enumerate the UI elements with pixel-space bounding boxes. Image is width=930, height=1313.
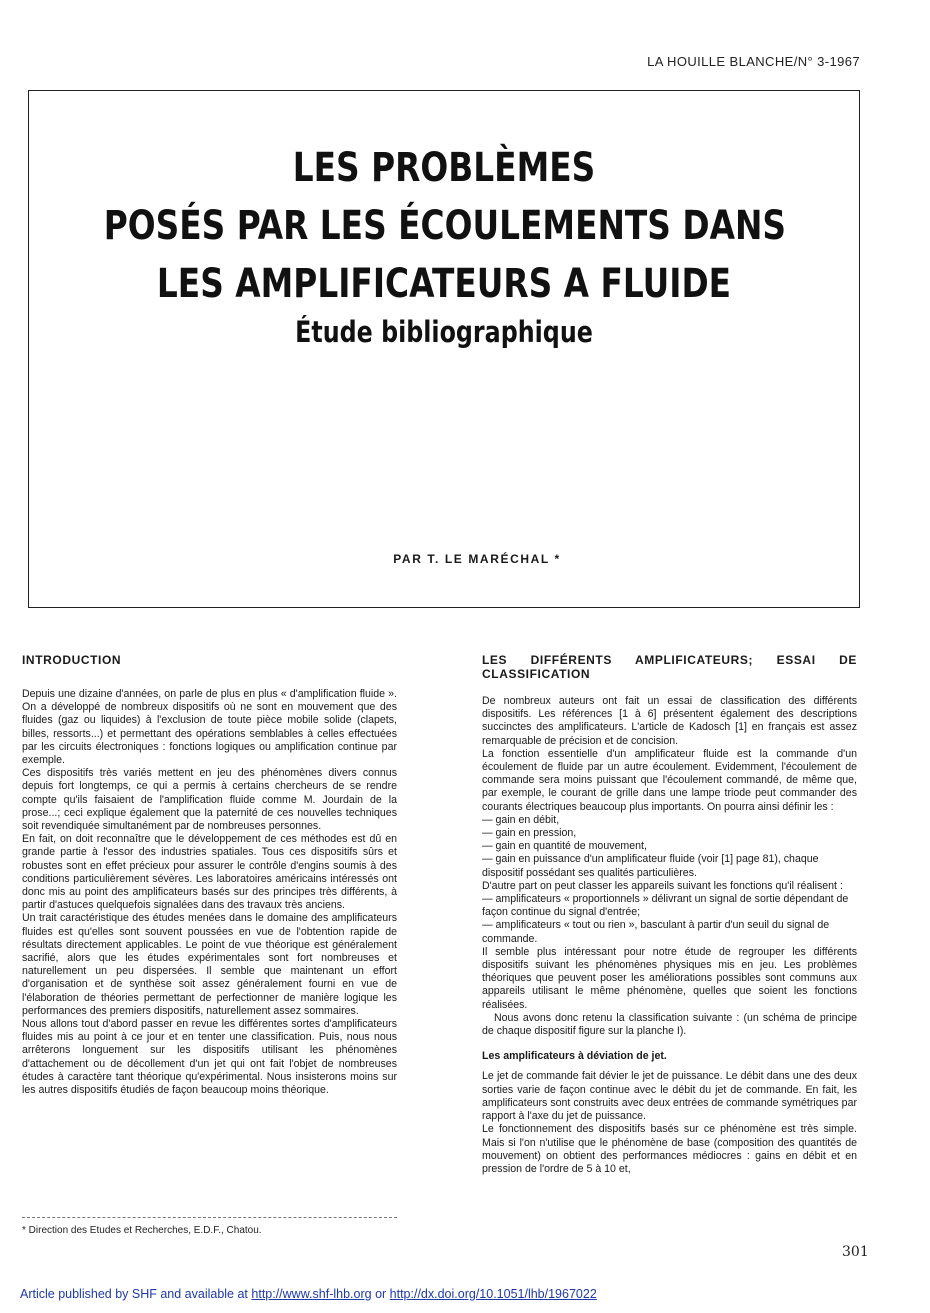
title-box — [28, 90, 860, 608]
shf-link[interactable]: http://www.shf-lhb.org — [251, 1287, 372, 1301]
paragraph: Un trait caractéristique des études menées dans le domaine des amplificateurs fluides est qu'elles sont souvent poussées en vue de l'obtention rapide de résultats directement applicables. Le point de vue théorique est généralement sacrifié, alors que les études expérimentales sont fort nombreuses et naturellement un peu dispersées. Il semble que maintenant un effort d'organisation et de synthèse soit assez généralement fourni en vue de l'élaboration de théories permettant de perfectionner de manière logique les performances des premiers dispositifs, naturellement assez sommaires. — [22, 912, 397, 1017]
left-column — [22, 653, 397, 1097]
paragraph: Il semble plus intéressant pour notre étude de regrouper les différents dispositifs suivant les phénomènes physiques mis en jeu. Les problèmes théoriques que peuvent poser les améliorations possibles sont communs aux appareils utilisant le même phénomène, quelles que soient les fonctions réalisées. — [482, 945, 857, 1011]
paragraph: En fait, on doit reconnaître que le développement de ces méthodes est dû en grande partie à l'essor des industries spatiales. Tous ces dispositifs sûrs et robustes sont en effet précieux pour assurer le contrôle d'engins soumis à des conditions particulièrement sévères. Les laboratoires américains intéressés ont donc mis au point des amplificateurs basés sur des principes très différents, à partir d'astuces quelquefois signalées dans des travaux très anciens. — [22, 833, 397, 912]
section-heading-classification: LES DIFFÉRENTS AMPLIFICATEURS; ESSAI DE CLASSIFICATION — [482, 653, 857, 681]
list-item: — gain en quantité de mouvement, — [482, 840, 647, 853]
journal-header: LA HOUILLE BLANCHE/N° 3-1967 — [647, 54, 860, 69]
article-title — [104, 139, 785, 313]
publication-notice — [20, 1287, 597, 1301]
section-heading-introduction: INTRODUCTION — [22, 653, 122, 667]
paragraph: Le fonctionnement des dispositifs basés sur ce phénomène est très simple. Mais si l'on n'utilise que le phénomène de base (composition des quantités de mouvement) on obtient des performances médiocres : gains en débit et en pression de l'ordre de 5 à 10 et, — [482, 1123, 857, 1175]
list-item: — gain en puissance d'un amplificateur fluide (voir [1] page 81), chaque dispositif possédant ses qualités particulières. — [482, 853, 819, 879]
page-number: 301 — [842, 1244, 869, 1260]
list-item: — amplificateurs « proportionnels » délivrant un signal de sortie dépendant de façon continue du signal d'entrée; — [482, 893, 849, 919]
paragraph: Depuis une dizaine d'années, on parle de plus en plus « d'amplification fluide ». On a développé de nombreux dispositifs où ne sont en mouvement que des fluides (gaz ou liquides) à l'exclusion de toute pièce mobile solide (clapets, billes, ressorts...) et permettant des opérations semblables à celles effectuées par les circuits électroniques : fonctions logiques ou amplification continue par exemple. — [22, 688, 397, 767]
right-column — [482, 653, 857, 1176]
title-line-3: LES AMPLIFICATEURS A FLUIDE — [156, 261, 732, 307]
notice-middle: or — [371, 1287, 390, 1301]
list-item: — amplificateurs « tout ou rien », basculant à partir d'un seuil du signal de commande. — [482, 919, 830, 945]
article-subtitle: Étude bibliographique — [295, 315, 593, 349]
footnote-divider — [22, 1217, 397, 1218]
paragraph: D'autre part on peut classer les appareils suivant les fonctions qu'il réalisent : — [482, 879, 843, 892]
gain-list — [482, 814, 857, 880]
subsection-heading: Les amplificateurs à déviation de jet. — [482, 1050, 667, 1063]
doi-link[interactable]: http://dx.doi.org/10.1051/lhb/1967022 — [389, 1287, 597, 1301]
list-item: — gain en débit, — [482, 813, 560, 826]
paragraph: Nous allons tout d'abord passer en revue les différentes sortes d'amplificateurs fluides mis au point à ce jour et en tenter une classification. Puis, nous nous arrêterons longuement sur les dispositifs utilisant les phénomènes d'attachement ou de décollement d'un jet qui ont fait l'objet de nombreuses études à caractère tant théorique qu'expérimental. Nous insisterons moins sur les autres dispositifs étudiés de façon beaucoup moins théorique. — [22, 1018, 397, 1097]
paragraph: Ces dispositifs très variés mettent en jeu des phénomènes divers connus depuis fort longtemps, ce qui a permis à certains chercheurs de se rendre compte qu'ils faisaient de l'amplification fluide comme M. Jourdain de la prose...; ceci explique également que la paternité de ces nouvelles techniques soit revendiquée simultanément par de nombreuses personnes. — [22, 767, 397, 833]
notice-prefix: Article published by SHF and available at — [20, 1287, 252, 1301]
title-line-1: LES PROBLÈMES — [292, 145, 596, 191]
article-author: PAR T. LE MARÉCHAL * — [393, 552, 561, 566]
function-list — [482, 893, 857, 946]
paragraph: De nombreux auteurs ont fait un essai de classification des différents dispositifs. Les références [1 à 6] présentent également des descriptions succinctes des amplificateurs. L'article de Kadosch [1] en français est assez remarquable de précision et de concision. — [482, 695, 857, 747]
paragraph: Nous avons donc retenu la classification suivante : (un schéma de principe de chaque dispositif figure sur la planche I). — [482, 1011, 857, 1038]
list-item: — gain en pression, — [482, 827, 577, 840]
paragraph: La fonction essentielle d'un amplificateur fluide est la commande d'un écoulement de fluide par un autre écoulement. Evidemment, l'écoulement de commande sera moins puissant que l'écoulement commandé, de même que, par exemple, le courant de grille dans une lampe triode peut commander des courants électriques beaucoup plus importants. On pourra ainsi définir les : — [482, 747, 857, 813]
paragraph: Le jet de commande fait dévier le jet de puissance. Le débit dans une des deux sorties varie de façon continue avec le débit du jet de commande. En fait, les amplificateurs sont construits avec deux entrées de commande symétriques par rapport à l'axe du jet de puissance. — [482, 1070, 857, 1123]
title-line-2: POSÉS PAR LES ÉCOULEMENTS DANS — [103, 203, 787, 249]
footnote: * Direction des Etudes et Recherches, E.D.F., Chatou. — [22, 1225, 262, 1236]
